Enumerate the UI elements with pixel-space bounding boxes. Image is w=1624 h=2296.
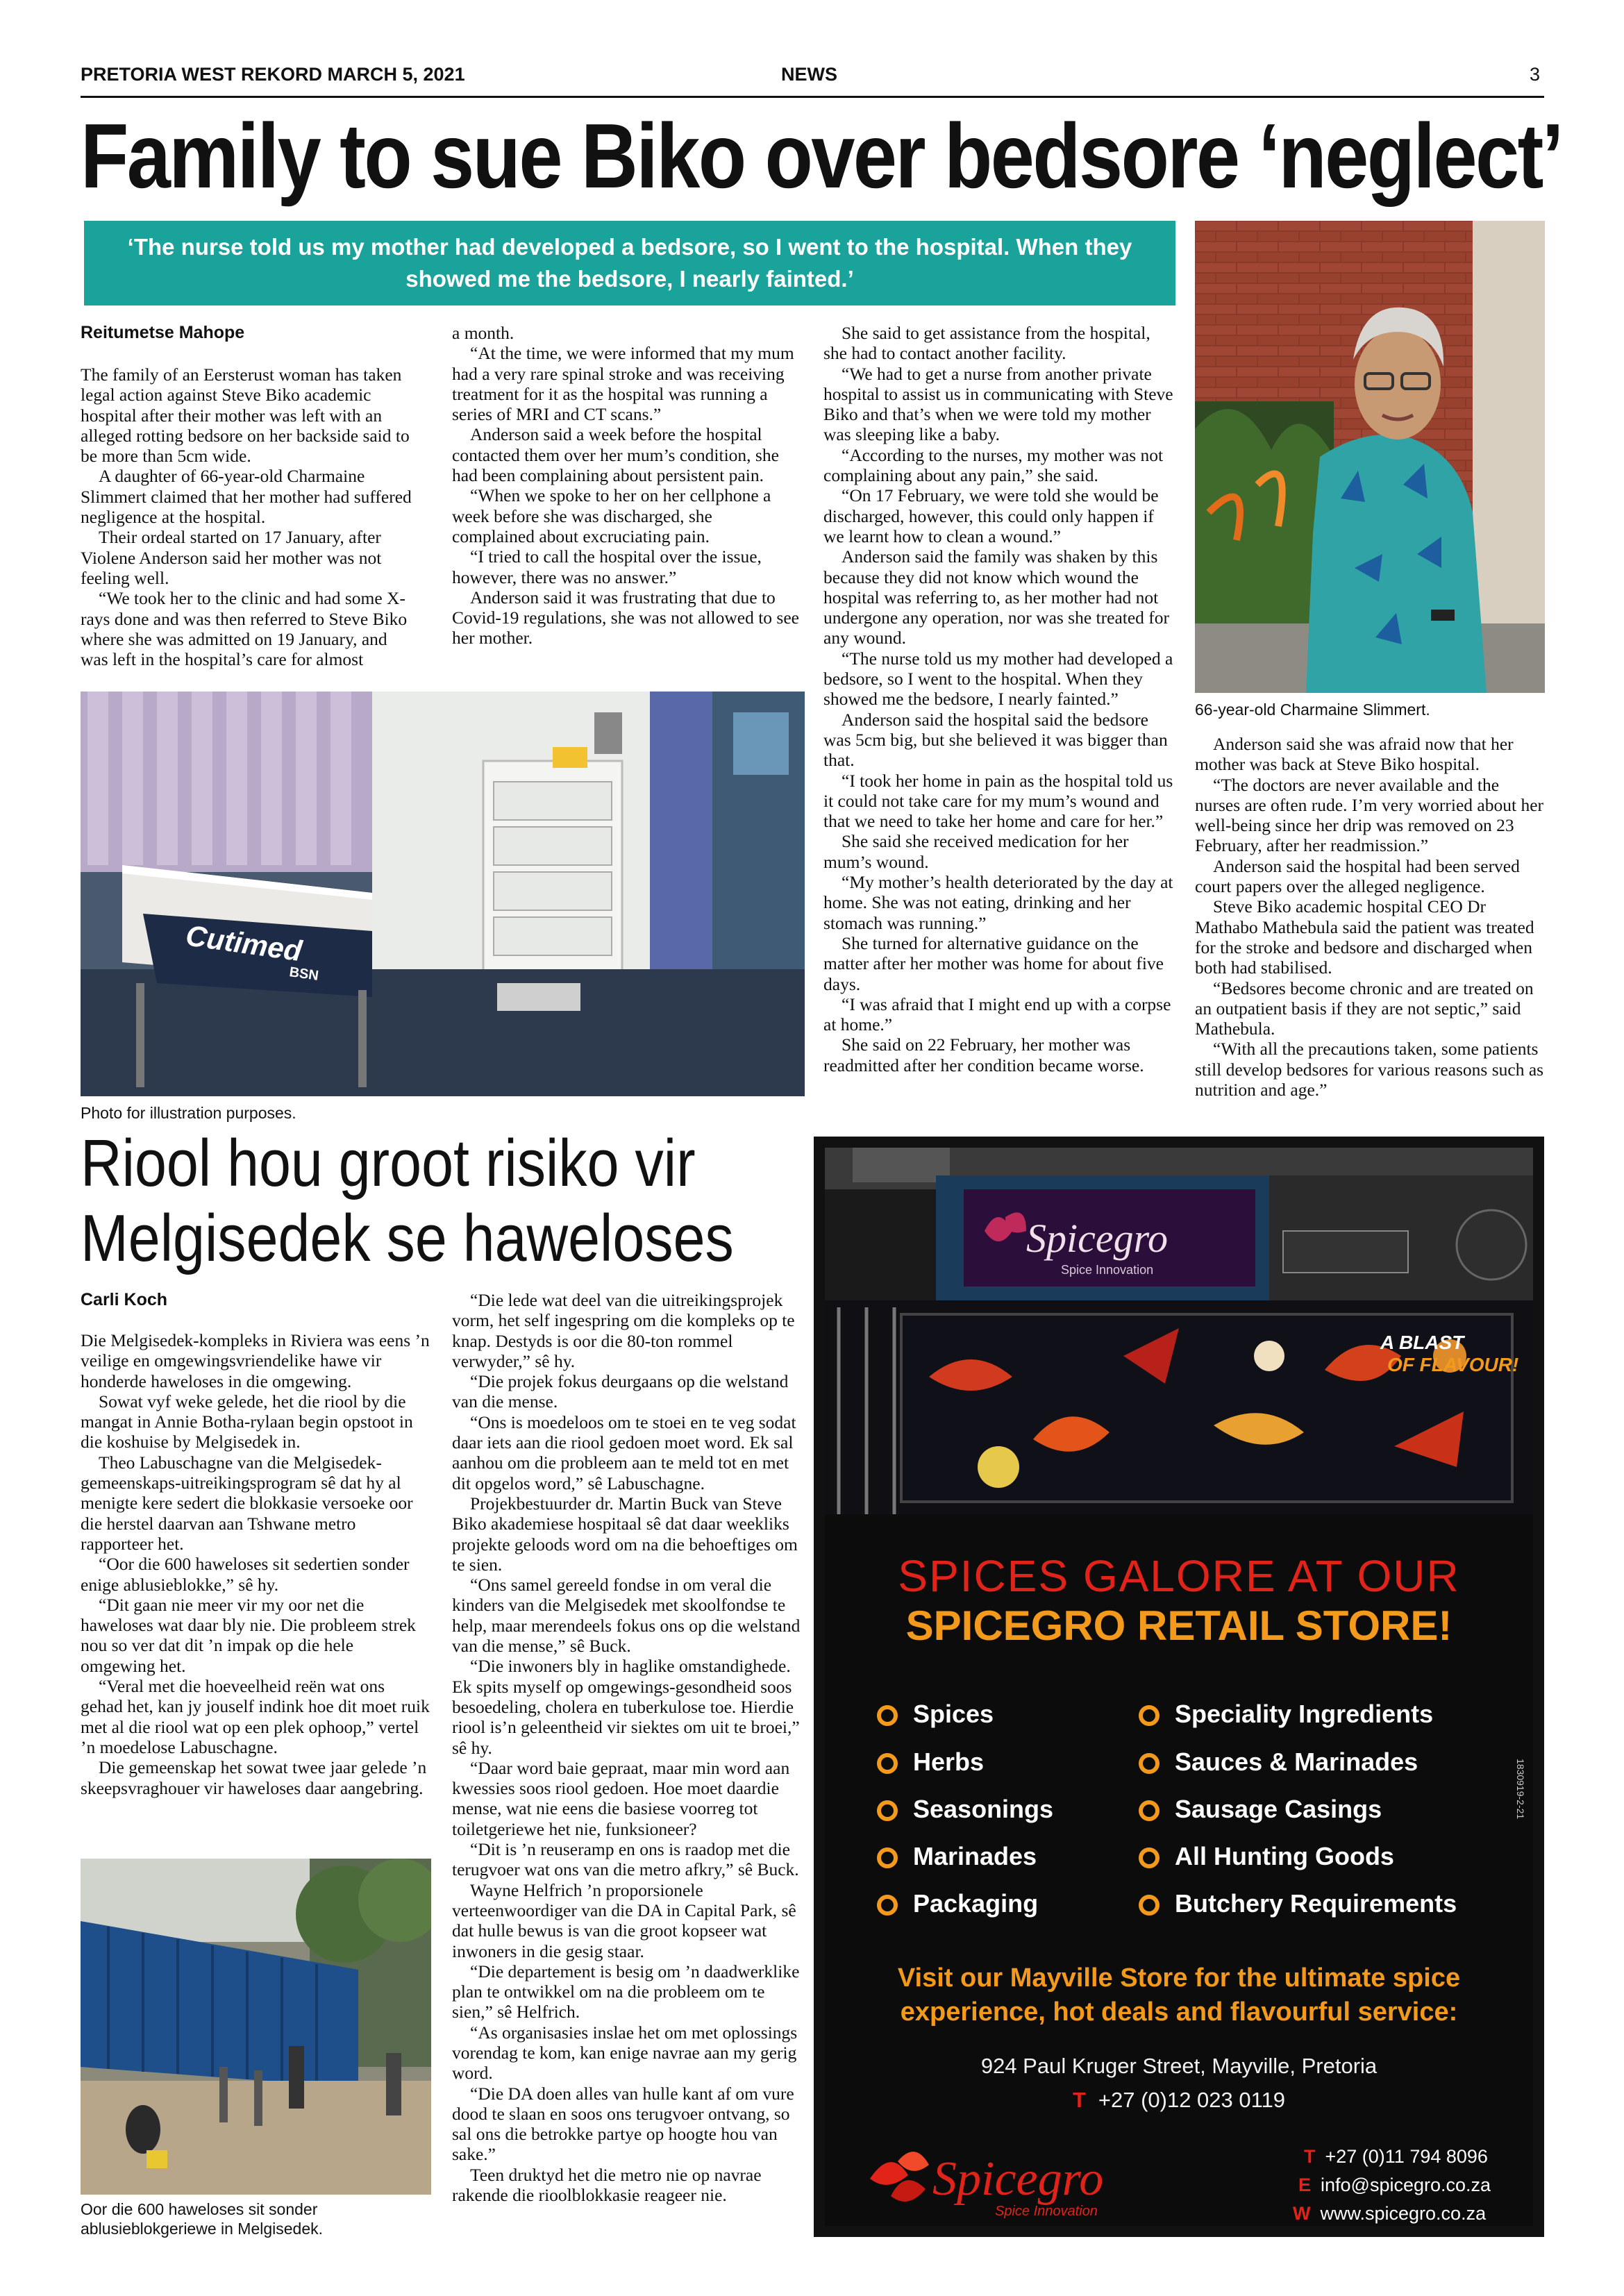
contact-phone-label: T — [1304, 2146, 1316, 2167]
portrait-illustration — [1195, 221, 1545, 693]
product-item: Speciality Ingredients — [1139, 1700, 1433, 1729]
paragraph: Projekbestuurder dr. Martin Buck van Steve Biko akademiese hospitaal sê dat daar weekliks projekte geloods word om na die behoeftiges om te sien. — [452, 1493, 798, 1575]
store-sign-sub: Spice Innovation — [1061, 1263, 1154, 1277]
section-name: NEWS — [781, 64, 837, 85]
pull-quote-text: ‘The nurse told us my mother had developed a bedsore, so I went to the hospital. When they showed me the bedsore, I nearly fainted.’ — [127, 234, 1132, 292]
paragraph: “Die DA doen alles van hulle kant af om vure dood te slaan en soos ons terugvoer ontvang, so sal ons die betrokke partye op hoogte hou van sake.” — [452, 2083, 794, 2165]
leaf-icon — [891, 2180, 926, 2202]
paragraph: “I was afraid that I might end up with a corpse at home.” — [823, 994, 1171, 1035]
portrait-photo — [1195, 221, 1545, 693]
product-item: Sauces & Marinades — [1139, 1748, 1418, 1777]
paragraph: “On 17 February, we were told she would be discharged, however, this could only happen if we learnt how to clean a wound.” — [823, 485, 1159, 546]
bullet-icon — [1139, 1753, 1160, 1774]
contact-email: info@spicegro.co.za — [1321, 2175, 1491, 2195]
hospital-caption: Photo for illustration purposes. — [81, 1104, 296, 1122]
contact-web: www.spicegro.co.za — [1320, 2203, 1487, 2224]
shelter-caption-line-2: ablusieblokgeriewe in Melgisedek. — [81, 2220, 324, 2238]
portrait-caption: 66-year-old Charmaine Slimmert. — [1195, 701, 1430, 719]
bullet-icon — [877, 1800, 898, 1821]
blast-line-2: OF FLAVOUR! — [1387, 1354, 1519, 1375]
phone-label: T — [1072, 2088, 1086, 2112]
ad-heading-2: SPICEGRO RETAIL STORE! — [905, 1602, 1453, 1649]
product-item: Seasonings — [877, 1795, 1053, 1824]
paragraph: “According to the nurses, my mother was not complaining about any pain,” she said. — [823, 444, 1164, 486]
shelter-illustration — [81, 1859, 431, 2195]
paragraph: Steve Biko academic hospital CEO Dr Mathabo Mathebula said the patient was treated for the stroke and bedsore and discharged when both had stabilised. — [1195, 896, 1534, 978]
logo-graphic — [856, 2140, 1155, 2224]
paragraph: “Daar word baie gepraat, maar min word aan kwessies soos riool gedoen. Hoe moet daardie mense, wat nie eens die basiese voorreg tot toiletgeriewe het nie, funksioneer? — [452, 1757, 790, 1839]
store-sign-text: Spicegro — [1026, 1216, 1169, 1261]
paragraph: Anderson said the hospital said the bedsore was 5cm big, but she believed it was bigger than that. — [823, 709, 1168, 771]
publication-info: PRETORIA WEST REKORD MARCH 5, 2021 — [81, 64, 465, 85]
paragraph: “Oor die 600 haweloses sit sedertien sonder enige ablusieblokke,” sê hy. — [81, 1554, 410, 1595]
storefront-illustration — [825, 1148, 1533, 1514]
hospital-illustration — [81, 692, 805, 1096]
paragraph: “We took her to the clinic and had some X-rays done and was then referred to Steve Biko where she was admitted on 19 January, and was left in the hospital’s care for almost — [81, 588, 408, 670]
paragraph: “Ons samel gereeld fondse in om veral die kinders van die Melgisedek met skoolfondse te help, maar merendeels fokus ons op die welstand van die mense,” sê Buck. — [452, 1575, 801, 1657]
contact-web-label: W — [1293, 2203, 1311, 2224]
paragraph: Die Melgisedek-kompleks in Riviera was eens ’n veilige en omgewingsvriendelike hawe vir honderde haweloses in die omgewing. — [81, 1330, 430, 1391]
storefront-photo — [825, 1148, 1533, 1514]
header-rule — [81, 96, 1544, 98]
paragraph: Anderson said it was frustrating that due to Covid-19 regulations, she was not allowed to see her mother. — [452, 587, 799, 648]
paragraph: “With all the precautions taken, some patients still develop bedsores for various reasons such as nutrition and age.” — [1195, 1039, 1544, 1100]
product-item: Sausage Casings — [1139, 1795, 1382, 1824]
paragraph: “Dit is ’n reuseramp en ons is raadop met die terugvoer wat ons van die metro afkry,” sê Buck. — [452, 1839, 799, 1880]
paragraph: “When we spoke to her on her cellphone a week before she was discharged, she complained about excruciating pain. — [452, 485, 771, 546]
spicegro-advertisement — [814, 1137, 1544, 2237]
logo-text: Spicegro — [932, 2152, 1104, 2206]
product-item: Spices — [877, 1700, 994, 1729]
bullet-icon — [1139, 1895, 1160, 1916]
product-item: All Hunting Goods — [1139, 1842, 1394, 1871]
store-phone-row — [825, 2088, 1533, 2113]
paragraph: The family of an Eersterust woman has taken legal action against Steve Biko academic hospital after their mother was left with an alleged rotting bedsore on her backside said to be more than 5cm wide. — [81, 364, 410, 467]
paragraph: Anderson said a week before the hospital contacted them over her mum’s condition, she had been complaining about persistent pain. — [452, 424, 779, 486]
shelter-caption — [81, 2199, 323, 2238]
paragraph: “Dit gaan nie meer vir my oor net die haweloses wat daar bly nie. Die probleem strek nou so ver dat dit ’n impak op die hele omgewing het. — [81, 1594, 416, 1676]
paragraph: “My mother’s health deteriorated by the day at home. She was not eating, drinking and her stomach was running.” — [823, 872, 1173, 933]
paragraph: “Die inwoners bly in haglike omstandighede. Ek spits myself op omgewings-gesondheid soos besoedeling, cholera en tuberkulose toe. Hierdie riool is’n geleentheid vir siektes om uit te broei,” sê hy. — [452, 1656, 800, 1758]
paragraph: She turned for alternative guidance on the matter after her mother was home for about five days. — [823, 932, 1164, 994]
page-number: 3 — [1530, 64, 1541, 85]
paragraph: “We had to get a nurse from another private hospital to assist us in communicating with Steve Biko and that’s when we were told my mother was sleeping like a baby. — [823, 363, 1173, 445]
shelter-caption-line-1: Oor die 600 haweloses sit sonder — [81, 2200, 318, 2218]
spicegro-logo — [856, 2140, 1155, 2224]
paragraph: She said to get assistance from the hospital, she had to contact another facility. — [823, 323, 1150, 364]
paragraph: Wayne Helfrich ’n proporsionele verteenwoordiger van die DA in Capital Park, sê dat hulle bewus is van die groot kopseer wat inwoners in die gesig staar. — [452, 1879, 796, 1961]
paragraph: “Die projek fokus deurgaans op die welstand van die mense. — [452, 1371, 789, 1412]
paragraph: “Bedsores become chronic and are treated on an outpatient basis if they are not septic,” said Mathebula. — [1195, 978, 1534, 1039]
paragraph: Die gemeenskap het sowat twee jaar gelede ’n skeepsvraghouer vir haweloses daar aangebring. — [81, 1757, 427, 1798]
paragraph: “I took her home in pain as the hospital told us it could not take care for my mum’s wound and that we need to take her home and care for her.” — [823, 770, 1173, 832]
paragraph: “I tried to call the hospital over the issue, however, there was no answer.” — [452, 546, 762, 587]
blast-line-1: A BLAST — [1380, 1332, 1464, 1353]
bullet-icon — [1139, 1847, 1160, 1868]
product-item: Marinades — [877, 1842, 1037, 1871]
paragraph: “Die lede wat deel van die uitreikingsprojek vorm, het self ingespring om die kompleks op te knap. Destyds is oor die 80-ton rommel verwyder,” sê hy. — [452, 1290, 795, 1371]
paragraph: “The doctors are never available and the nurses are often rude. I’m very worried about her well-being since her drip was removed on 23 February, after her readmission.” — [1195, 774, 1544, 856]
bullet-icon — [877, 1847, 898, 1868]
article1-column-3 — [823, 323, 1176, 1075]
bullet-icon — [877, 1895, 898, 1916]
blanket-brand-sub: BSN — [288, 964, 320, 984]
store-phone: +27 (0)12 023 0119 — [1098, 2088, 1286, 2112]
ad-code: 1830919-2-21 — [1515, 1759, 1526, 1820]
paragraph: “At the time, we were informed that my mum had a very rare spinal stroke and was receiving treatment for it as the hospital was running a series of MRI and CT scans.” — [452, 343, 794, 425]
headline: Family to sue Biko over bedsore ‘neglect’ — [81, 105, 1562, 207]
contact-web-row — [1293, 2203, 1486, 2224]
article1-column-2 — [452, 323, 799, 648]
logo-sub: Spice Innovation — [995, 2204, 1098, 2219]
paragraph: She said she received medication for her mum’s wound. — [823, 831, 1129, 872]
byline-afrikaans: Carli Koch — [81, 1290, 168, 1309]
contact-phone: +27 (0)11 794 8096 — [1325, 2146, 1488, 2167]
blanket-brand-text: Cutimed — [183, 919, 304, 968]
product-item: Butchery Requirements — [1139, 1889, 1457, 1918]
article1-column-4 — [1195, 734, 1546, 1100]
paragraph: Sowat vyf weke gelede, het die riool by die mangat in Annie Botha-rylaan begin opstoot in die koshuise by Melgisedek in. — [81, 1391, 413, 1452]
article1-column-1 — [81, 364, 412, 669]
bullet-icon — [877, 1753, 898, 1774]
hospital-photo — [81, 692, 805, 1096]
paragraph: She said on 22 February, her mother was readmitted after her condition became worse. — [823, 1034, 1144, 1075]
store-address: 924 Paul Kruger Street, Mayville, Pretoria — [980, 2054, 1378, 2078]
shelter-photo — [81, 1859, 431, 2195]
product-item: Herbs — [877, 1748, 984, 1777]
headline-afrikaans — [81, 1126, 734, 1276]
pull-quote — [84, 221, 1175, 305]
paragraph: “As organisasies inslae het om met oplossings vorendag te kom, kan enige navrae aan my gerig word. — [452, 2022, 798, 2084]
paragraph: Anderson said the hospital had been served court papers over the alleged negligence. — [1195, 855, 1520, 897]
contact-phone-row — [1304, 2146, 1488, 2168]
paragraph: A daughter of 66-year-old Charmaine Slimmert claimed that her mother had suffered negligence at the hospital. — [81, 466, 412, 528]
paragraph: “The nurse told us my mother had developed a bedsore, so I went to the hospital. When they showed me the bedsore, I nearly fainted.” — [823, 648, 1173, 710]
paragraph: Anderson said the family was shaken by this because they did not know which wound the hospital was referring to, as her mother had not undergone any operation, nor was she treated for any wound. — [823, 546, 1170, 648]
paragraph: Teen druktyd het die metro nie op navrae rakende die rioolblokkasie reageer nie. — [452, 2164, 762, 2206]
headline-afrikaans-line-2: Melgisedek se haweloses — [81, 1201, 734, 1275]
article2-column-1 — [81, 1330, 431, 1798]
paragraph: a month. — [452, 323, 514, 343]
bullet-icon — [877, 1705, 898, 1726]
contact-email-row — [1298, 2175, 1491, 2196]
paragraph: Theo Labuschagne van die Melgisedek-gemeenskaps-uitreikingsprogram sê dat hy al menigte kere sedert die blokkasie versoeke oor die herstel daarvan aan Tshwane metro rapporteer het. — [81, 1452, 413, 1554]
contact-email-label: E — [1298, 2175, 1312, 2195]
paragraph: “Die departement is besig om ’n daadwerklike plan te ontwikkel om na die probleem om te sien,” sê Helfrich. — [452, 1961, 800, 2022]
visit-line-1: Visit our Mayville Store for the ultimate spice — [897, 1963, 1461, 1993]
ad-heading-1: SPICES GALORE AT OUR — [898, 1551, 1460, 1601]
paragraph: “Ons is moedeloos om te stoei en te veg sodat daar iets aan die riool gedoen moet word. Ek sal aanhou om die probleem aan te meld tot en met dit opgelos word,” sê Labuschagne. — [452, 1411, 796, 1493]
bullet-icon — [1139, 1800, 1160, 1821]
paragraph: Anderson said she was afraid now that her mother was back at Steve Biko hospital. — [1195, 734, 1514, 775]
bullet-icon — [1139, 1705, 1160, 1726]
visit-line-2: experience, hot deals and flavourful service: — [900, 1997, 1458, 2027]
byline: Reitumetse Mahope — [81, 323, 245, 342]
paragraph: “Veral met die hoeveelheid reën wat ons gehad het, kan jy jouself indink hoe dit moet ruik met al die riool wat op een plek ophoop,” vertel ’n moedelose Labuschagne. — [81, 1676, 430, 1757]
paragraph: Their ordeal started on 17 January, after Violene Anderson said her mother was not feeling well. — [81, 527, 382, 588]
product-item: Packaging — [877, 1889, 1038, 1918]
headline-afrikaans-line-1: Riool hou groot risiko vir — [81, 1126, 696, 1200]
article2-column-2 — [452, 1290, 806, 2205]
